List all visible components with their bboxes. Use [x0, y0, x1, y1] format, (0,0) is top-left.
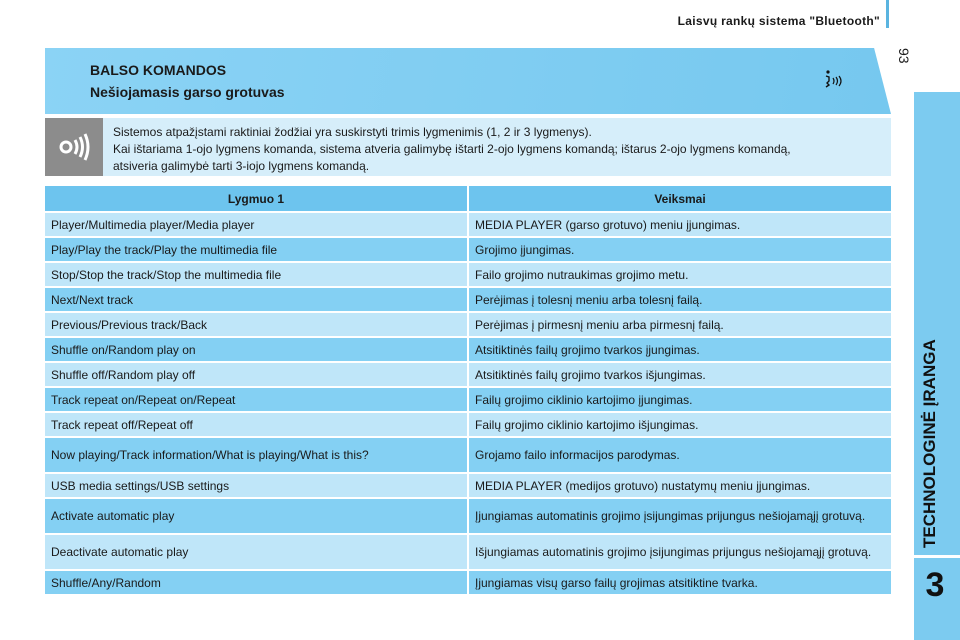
command-cell: Stop/Stop the track/Stop the multimedia file — [45, 263, 469, 286]
action-cell: Failų grojimo ciklinio kartojimo išjungimas. — [469, 413, 891, 436]
section-title: BALSO KOMANDOS — [90, 62, 227, 78]
action-cell: Atsitiktinės failų grojimo tvarkos išjungimas. — [469, 363, 891, 386]
table-row — [45, 238, 891, 261]
action-cell: MEDIA PLAYER (garso grotuvo) meniu įjungimas. — [469, 213, 891, 236]
side-tab-divider — [914, 555, 960, 558]
speaker-sound-icon — [45, 118, 103, 176]
chapter-number: 3 — [925, 566, 945, 604]
command-cell: Activate automatic play — [45, 499, 469, 533]
command-cell: Now playing/Track information/What is playing/What is this? — [45, 438, 469, 472]
table-row — [45, 413, 891, 436]
info-line-2: Kai ištariama 1-ojo lygmens komanda, sistema atveria galimybę ištarti 2-ojo lygmens komandą; ištarus 2-ojo lygmens komandą, — [113, 142, 791, 156]
table-header-row — [45, 186, 891, 211]
voice-command-icon — [820, 68, 844, 92]
action-cell: Išjungiamas automatinis grojimo įsijungimas prijungus nešiojamąjį grotuvą. — [469, 535, 891, 569]
table-row — [45, 571, 891, 594]
action-cell: Grojimo įjungimas. — [469, 238, 891, 261]
action-cell: Failų grojimo ciklinio kartojimo įjungimas. — [469, 388, 891, 411]
command-cell: Play/Play the track/Play the multimedia file — [45, 238, 469, 261]
table-row — [45, 499, 891, 533]
command-cell: Next/Next track — [45, 288, 469, 311]
command-cell: Deactivate automatic play — [45, 535, 469, 569]
column-header-actions: Veiksmai — [469, 186, 891, 211]
header-rule — [886, 0, 889, 28]
table-row — [45, 338, 891, 361]
command-cell: Player/Multimedia player/Media player — [45, 213, 469, 236]
command-cell: Shuffle off/Random play off — [45, 363, 469, 386]
voice-commands-table — [45, 184, 891, 596]
info-line-1: Sistemos atpažįstami raktiniai žodžiai yra suskirstyti trimis lygmenimis (1, 2 ir 3 lygmenys). — [113, 125, 592, 139]
action-cell: Perėjimas į pirmesnį meniu arba pirmesnį failą. — [469, 313, 891, 336]
command-cell: Track repeat off/Repeat off — [45, 413, 469, 436]
table-row — [45, 213, 891, 236]
running-header: Laisvų rankų sistema "Bluetooth" — [677, 14, 880, 28]
section-subtitle: Nešiojamasis garso grotuvas — [90, 84, 285, 100]
action-cell: Įjungiamas automatinis grojimo įsijungimas prijungus nešiojamąjį grotuvą. — [469, 499, 891, 533]
action-cell: Perėjimas į tolesnį meniu arba tolesnį failą. — [469, 288, 891, 311]
command-cell: Shuffle on/Random play on — [45, 338, 469, 361]
command-cell: Previous/Previous track/Back — [45, 313, 469, 336]
action-cell: Atsitiktinės failų grojimo tvarkos įjungimas. — [469, 338, 891, 361]
table-row — [45, 388, 891, 411]
chapter-title: TECHNOLOGINĖ ĮRANGA — [920, 339, 939, 548]
table-row — [45, 263, 891, 286]
action-cell: Failo grojimo nutraukimas grojimo metu. — [469, 263, 891, 286]
action-cell: Grojamo failo informacijos parodymas. — [469, 438, 891, 472]
table-row — [45, 288, 891, 311]
info-icon-box — [45, 118, 103, 176]
table-row — [45, 535, 891, 569]
column-header-level: Lygmuo 1 — [45, 186, 469, 211]
info-text — [113, 124, 883, 175]
info-line-3: atsiveria galimybė tarti 3-iojo lygmens komandą. — [113, 159, 370, 173]
table-row — [45, 474, 891, 497]
table-row — [45, 313, 891, 336]
action-cell: MEDIA PLAYER (medijos grotuvo) nustatymų meniu įjungimas. — [469, 474, 891, 497]
section-title-band — [45, 48, 891, 114]
command-cell: Shuffle/Any/Random — [45, 571, 469, 594]
table-row — [45, 438, 891, 472]
command-cell: USB media settings/USB settings — [45, 474, 469, 497]
action-cell: Įjungiamas visų garso failų grojimas atsitiktine tvarka. — [469, 571, 891, 594]
table-row — [45, 363, 891, 386]
command-cell: Track repeat on/Repeat on/Repeat — [45, 388, 469, 411]
page-number: 93 — [896, 48, 912, 64]
